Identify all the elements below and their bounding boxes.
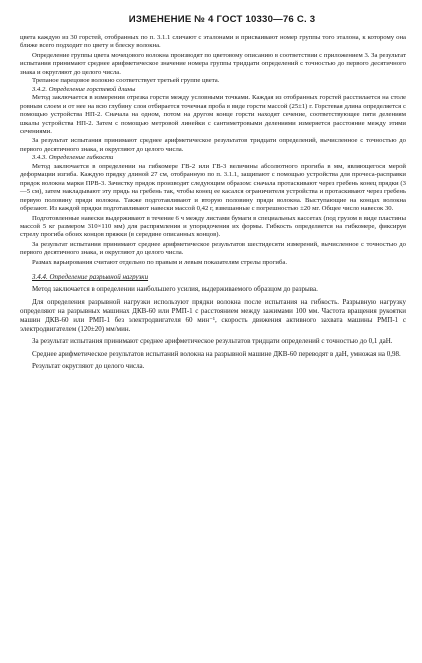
paragraph-third-group: Трепаное парецовое волокно соответствует третьей группе цвета.: [32, 77, 220, 85]
section-heading-3-4-4-text: 3.4.4. Определение разрывной нагрузки: [32, 273, 149, 282]
section-heading-3-4-4: [20, 273, 406, 282]
paragraph-rounding: Результат округляют до целого числа.: [32, 361, 145, 370]
paragraph-color-group: Определение группы цвета мочецового волокна производят по цветовому описанию в соответствии с приложением 3. За результат испытания принимают среднее арифметическое значение номера группы тридцати определений с точностью до первого десятичного знака и округляют до целого числа.: [20, 51, 406, 76]
page-header: ИЗМЕНЕНИЕ № 4 ГОСТ 10330—76 С. 3: [128, 14, 316, 25]
paragraph-length-result: За результат испытания принимают среднее арифметическое результатов тридцати определений, вычисленное с точностью до первого десятичного знака, и округляют до целого числа.: [20, 137, 406, 153]
paragraph-breaking-result: За результат испытания принимают среднее арифметическое результатов тридцати определений с точностью до 0,1 даН.: [32, 337, 393, 346]
paragraph-length-method: Метод заключается в измерении отрезка горсти между условными точками. Каждая из отобранных горстей расстилается на столе ровным слоем и от нее на всю глубину слоя отбирается точечная проба в виде горсти массой (25±1) г. Горстевая длина определяется с помощью устройства НП-2. Сначала на одном, потом на другом конце горсти находят сечение, соответствующее пяти делениям шкалы устройства НП-2. Затем с помощью метровой линейки с сантиметровыми делениями измеряется расстояние между этими сечениями.: [20, 94, 406, 135]
section-heading-3-4-2: 3.4.2. Определение горстевой длины: [32, 85, 136, 93]
paragraph-breaking-machines: Для определения разрывной нагрузки используют прядки волокна после испытания на гибкость. Разрывную нагрузку определяют на разрывных машинах ДКВ-60 или РМП-1 с расстоянием между зажимами 100 мм. Частота вращения рукоятки машин ДКВ-60 или РМП-1 без электродвигателя 60 мин⁻¹, скорость движения активного захвата машины РМП-1 с электродвигателем (120±20) мм/мин.: [20, 297, 406, 334]
paragraph-breaking-conversion: Среднее арифметическое результатов испытаний волокна на разрывной машине ДКВ-60 переводят в даН, умножая на 0,98.: [32, 349, 401, 358]
paragraph-breaking-method: Метод заключается в определении наибольшего усилия, выдерживаемого образцом до разрыва.: [32, 285, 318, 294]
paragraph-color-comparison: цвета каждую из 30 горстей, отобранных по п. 3.1.1 сличают с эталонами и присваивают номер группы того эталона, к которому она ближе всего подходит по цвету и блеску волокна.: [20, 34, 406, 50]
lower-text-block: [20, 273, 406, 371]
section-heading-3-4-3: 3.4.3. Определение гибкости: [32, 154, 114, 162]
paragraph-variation-range: Размах варьирования считают отдельно по правым и левым показателям стрелы прогиба.: [32, 258, 287, 266]
paragraph-flexibility-result: За результат испытания принимают среднее арифметическое результатов шестидесяти измерений, вычисленное с точностью до первого десятичного знака, и округляют до целого числа.: [20, 240, 406, 257]
paragraph-flexibility-method: Метод заключается в определении на гибкомере ГВ-2 или ГВ-3 величины абсолютного прогиба в мм, являющегося мерой деформации изгиба. Каждую прядку длиной 27 см, отобранную по п. 3.1.1, защипают с помощью устройства для прочеса-расправки прядок волокна марки ПРВ-3. Зачистку прядок производят следующим образом: сначала протаскивают через гребень конец прядки (3—5 см), затем накладывают эту прядь на гребень так, чтобы конец ее касался ограничителя устройства и протаскивают через гребень первую половину пряди волокна. Также подготавливают и вторую половину пряди волокна. Выступающие на концах волокна обрезают. Из каждой прядки подготавливают навески массой 0,42 г, взвешанные с погрешностью ±20 мг. Общее число навесок 30.: [20, 162, 406, 213]
upper-text-block: [20, 34, 406, 267]
document-page: [20, 14, 406, 371]
paragraph-flexibility-prep: Подготовленные навески выдерживают в течение 6 ч между листами бумаги в специальных кассетах (под грузом в виде пластины массой 5 кг размером 310×110 мм) для распрямления и упорядочения их формы. Гибкость определяется на гибкомере, фиксируя стрелу прогиба обоих концов пряжки (в середине описанных концов).: [20, 214, 406, 239]
